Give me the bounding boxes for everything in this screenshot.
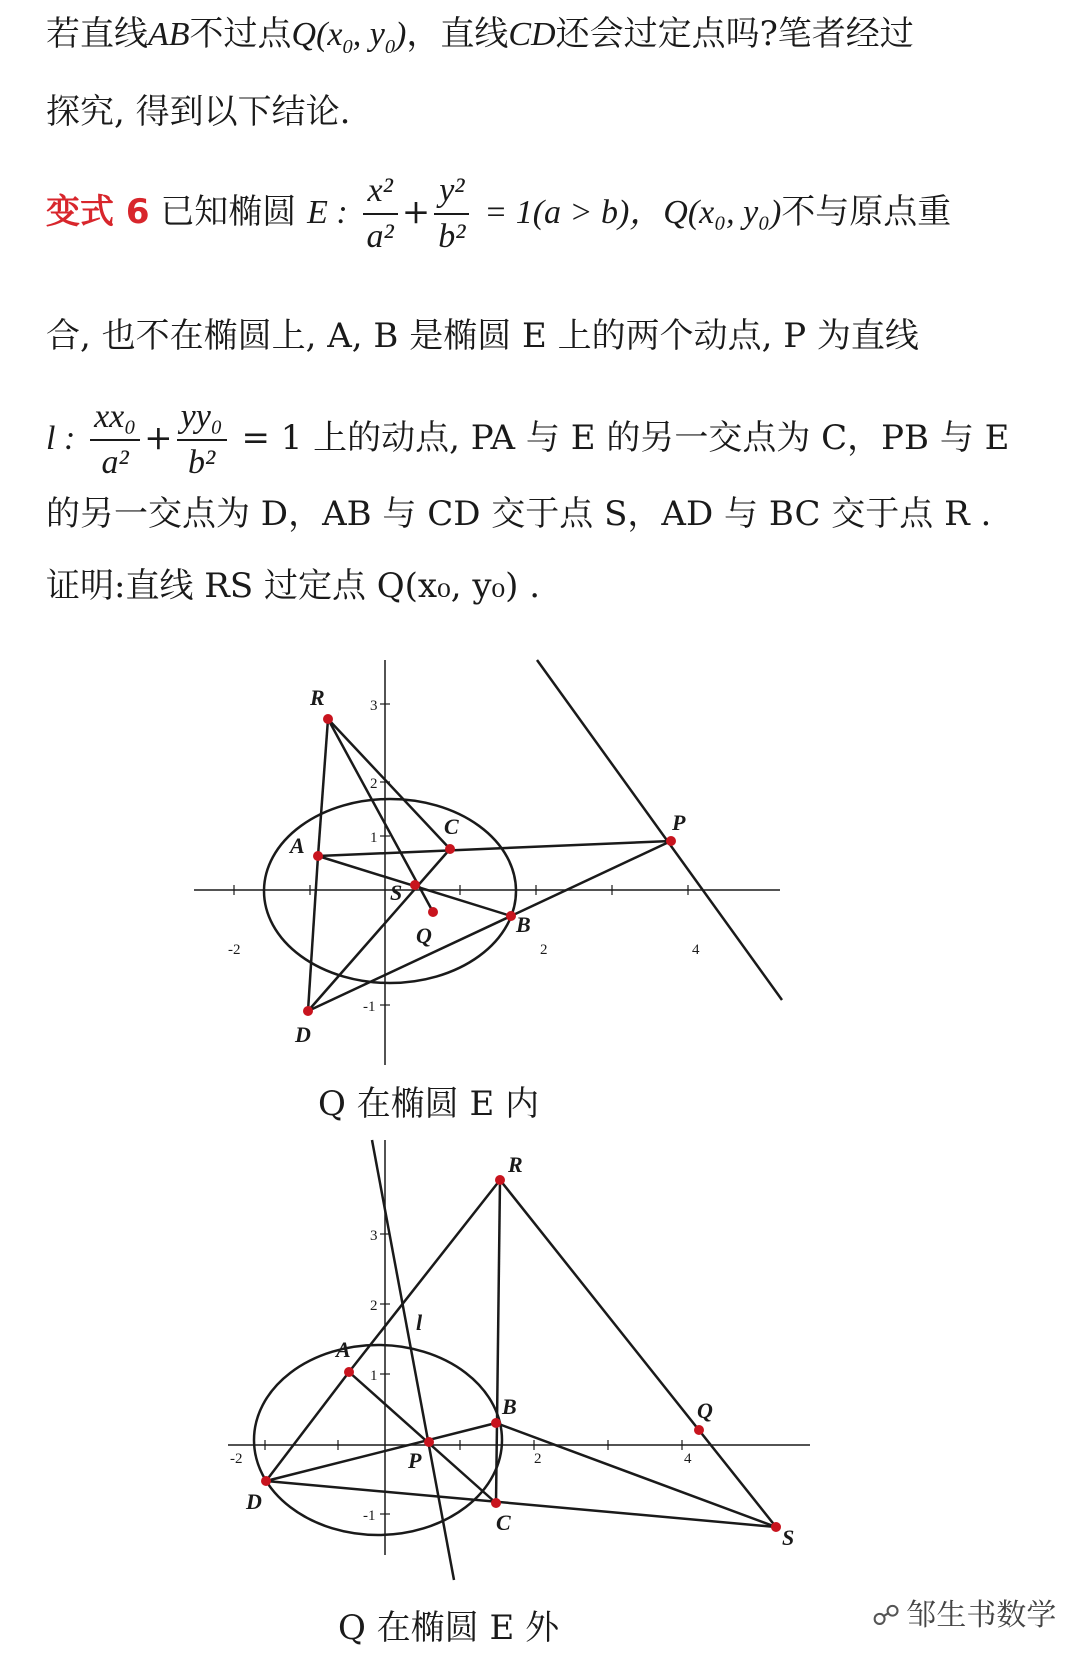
frac-num: yy₀ [177, 395, 227, 441]
text-frag: 若直线 [46, 14, 148, 54]
text-frag: 不过点 [189, 14, 292, 54]
tick-x: -2 [228, 942, 241, 958]
watermark-text: 邹生书数学 [906, 1598, 1057, 1633]
point-label-Q: Q [416, 923, 432, 948]
figure-2 [228, 1140, 810, 1580]
text-line-2: 探究, 得到以下结论. [46, 92, 351, 132]
wechat-icon: ☍ [872, 1599, 901, 1632]
tick-y: 2 [370, 1298, 378, 1314]
point-label-P: P [672, 810, 686, 835]
watermark [872, 1590, 1056, 1634]
figure-2-ticks [230, 1228, 692, 1524]
tick-y: 1 [370, 830, 378, 846]
math-Q: ，Q(x₀, y₀) [629, 194, 782, 231]
text-frag: ，直线 [406, 14, 509, 54]
point-label-R: R [508, 1152, 523, 1177]
point-label-S: S [390, 880, 403, 905]
math-CD: CD [508, 16, 556, 53]
figure-1 [194, 660, 782, 1065]
figure-1-caption: Q 在椭圆 E 内 [318, 1084, 540, 1124]
text-frag: 不与原点重 [781, 192, 952, 232]
tick-y: -1 [363, 1508, 376, 1524]
text-frag: = 1 上的动点, PA 与 E 的另一交点为 C，PB 与 E [241, 418, 1010, 458]
text-line-7: 证明:直线 RS 过定点 Q(x₀, y₀) . [46, 566, 541, 606]
line-label-l: l [416, 1310, 423, 1335]
tick-y: 1 [370, 1368, 378, 1384]
math-E: E : [307, 194, 348, 231]
math-Q: Q(x [291, 16, 343, 53]
tick-x: 4 [692, 942, 700, 958]
figure-2-caption: Q 在椭圆 E 外 [338, 1608, 560, 1648]
text-frag: 还会过定点吗?笔者经过 [555, 14, 914, 54]
point-label-D: D [295, 1022, 311, 1047]
point-label-A: A [290, 833, 305, 858]
ellipse-E [254, 1345, 502, 1535]
figure-2-labels [245, 1152, 794, 1550]
frac-den: a² [101, 444, 129, 481]
math-eq: = 1(a > b) [484, 194, 630, 231]
frac-num: xx₀ [90, 395, 140, 441]
math-plus: + [144, 418, 173, 458]
math-paren: ) [395, 16, 407, 53]
math-plus: + [401, 192, 431, 232]
tick-x: -2 [230, 1451, 243, 1467]
point-label-Q: Q [697, 1398, 713, 1423]
point-label-A: A [336, 1337, 351, 1362]
tick-x: 4 [684, 1451, 692, 1467]
axis-ticks [265, 1234, 682, 1514]
math-AB: AB [148, 16, 190, 53]
text-frag: 已知椭圆 [160, 192, 297, 232]
frac-den: b² [188, 444, 216, 481]
point-label-S: S [782, 1525, 795, 1550]
point-label-B: B [502, 1394, 517, 1419]
math-l: l : [46, 420, 76, 457]
construction-lines [308, 660, 782, 1011]
point-label-R: R [310, 685, 325, 710]
math-y: , y [352, 16, 385, 53]
tick-y: 3 [370, 698, 378, 714]
frac-num: x² [363, 169, 398, 215]
text-line-6: 的另一交点为 D，AB 与 CD 交于点 S，AD 与 BC 交于点 R . [46, 494, 992, 534]
tick-y: -1 [363, 999, 376, 1015]
text-line-4: 合, 也不在椭圆上, A, B 是椭圆 E 上的两个动点, P 为直线 [46, 316, 919, 356]
tick-x: 2 [540, 942, 548, 958]
variant-label: 变式 6 [46, 192, 150, 232]
point-label-B: B [516, 912, 531, 937]
frac-den: a² [366, 218, 394, 255]
math-sub: 0 [342, 35, 353, 58]
frac-den: b² [438, 218, 466, 255]
point-label-P: P [408, 1448, 422, 1473]
tick-y: 3 [370, 1228, 378, 1244]
point-label-D: D [246, 1489, 262, 1514]
frac-num: y² [434, 169, 469, 215]
tick-x: 2 [534, 1451, 542, 1467]
point-label-C: C [444, 814, 459, 839]
math-sub: 0 [384, 35, 396, 58]
tick-y: 2 [370, 776, 378, 792]
point-label-C: C [496, 1510, 511, 1535]
